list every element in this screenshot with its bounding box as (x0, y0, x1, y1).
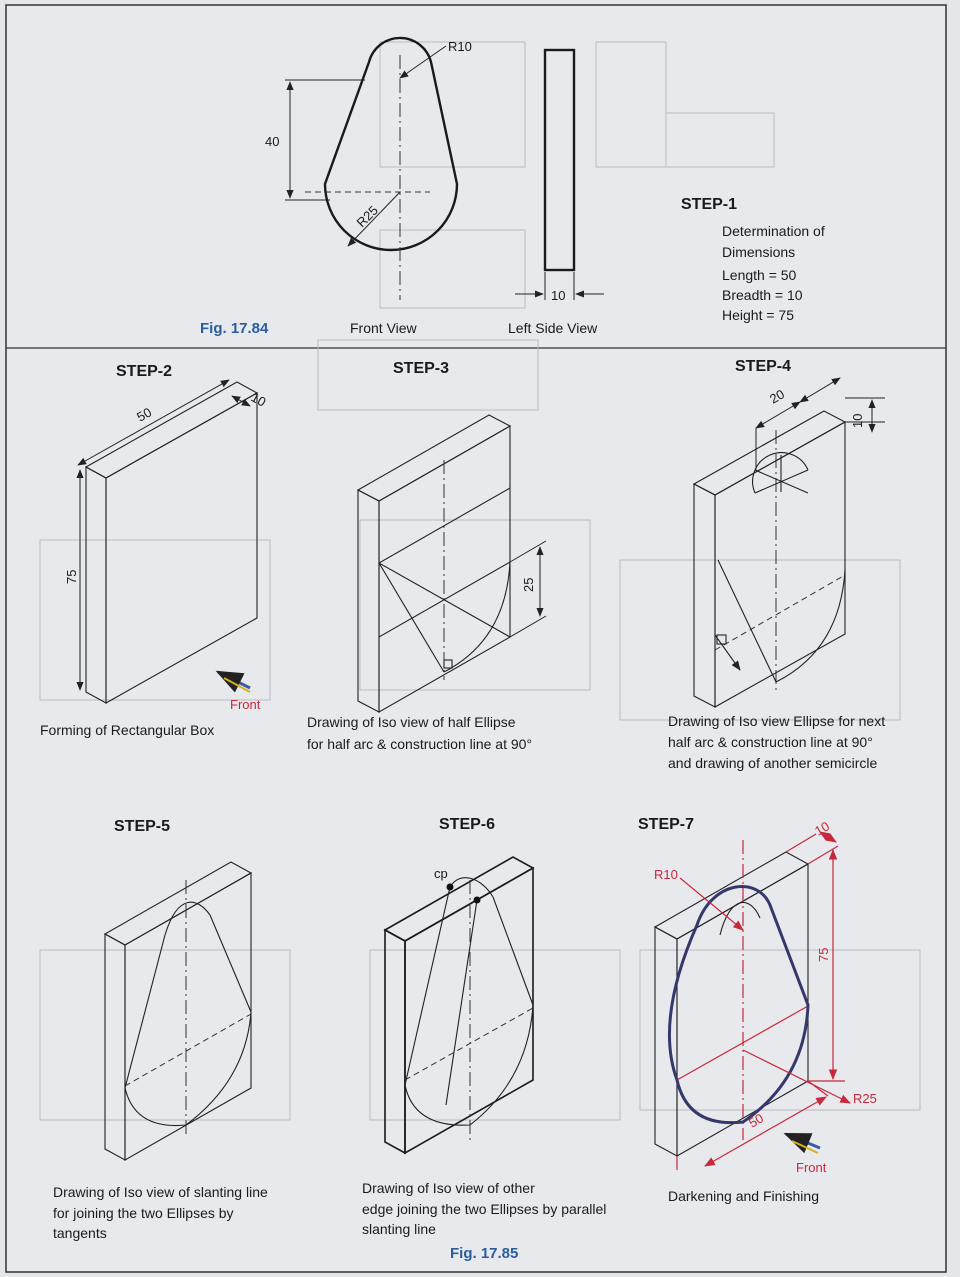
step2-dim-10: 10 (248, 389, 269, 410)
step1-line1: Determination of (722, 223, 825, 239)
step3-title: STEP-3 (393, 360, 450, 377)
step4-dim-20: 20 (767, 386, 788, 407)
step5-title: STEP-5 (114, 818, 171, 835)
fig-17-84-label: Fig. 17.84 (200, 320, 269, 337)
step4-caption-2: half arc & construction line at 90° (668, 734, 873, 750)
step5-caption-2: for joining the two Ellipses by (53, 1205, 234, 1221)
step2-dim-50: 50 (134, 404, 155, 425)
step1-title: STEP-1 (681, 196, 738, 213)
step4-dim-10: 10 (850, 413, 865, 428)
step2-title: STEP-2 (116, 363, 173, 380)
left-side-view-label: Left Side View (508, 320, 598, 336)
step7-title: STEP-7 (638, 816, 695, 833)
page-border (6, 5, 946, 1272)
step7-caption: Darkening and Finishing (668, 1188, 819, 1204)
step1-line2: Dimensions (722, 244, 796, 260)
step4-title: STEP-4 (735, 358, 792, 375)
step4-caption-3: and drawing of another semicircle (668, 755, 878, 771)
step1-height: Height = 75 (722, 307, 794, 323)
step1-length: Length = 50 (722, 267, 797, 283)
step3-caption-2: for half arc & construction line at 90° (307, 736, 533, 752)
step3-caption-1: Drawing of Iso view of half Ellipse (307, 714, 516, 730)
step6-caption-3: slanting line (362, 1221, 436, 1237)
dim-r10: R10 (448, 39, 472, 54)
dim-r25: R25 (353, 202, 381, 231)
step6-title: STEP-6 (439, 816, 496, 833)
step2-dim-75: 75 (64, 569, 79, 584)
step7-r25: R25 (853, 1091, 877, 1106)
step2-front-label: Front (230, 697, 261, 712)
fig-17-85-label: Fig. 17.85 (450, 1245, 519, 1262)
front-view-label: Front View (350, 320, 417, 336)
step1-breadth: Breadth = 10 (722, 287, 803, 303)
step7-dim-10: 10 (812, 818, 833, 839)
step6-caption-2: edge joining the two Ellipses by parallel (362, 1201, 607, 1217)
step7-r10: R10 (654, 867, 678, 882)
step2-caption: Forming of Rectangular Box (40, 722, 215, 738)
dim-40: 40 (265, 134, 280, 149)
step7-front-label: Front (796, 1160, 827, 1175)
step4-caption-1: Drawing of Iso view Ellipse for next (668, 713, 886, 729)
step6-caption-1: Drawing of Iso view of other (362, 1180, 535, 1196)
step7-dim-50: 50 (746, 1110, 767, 1131)
dim-10-left: 10 (551, 288, 566, 303)
step3-dim-25: 25 (521, 577, 536, 592)
step5-caption-3: tangents (53, 1225, 107, 1241)
step6-cp-label: cp (434, 866, 448, 881)
step7-dim-75: 75 (816, 947, 831, 962)
step5-caption-1: Drawing of Iso view of slanting line (53, 1184, 268, 1200)
